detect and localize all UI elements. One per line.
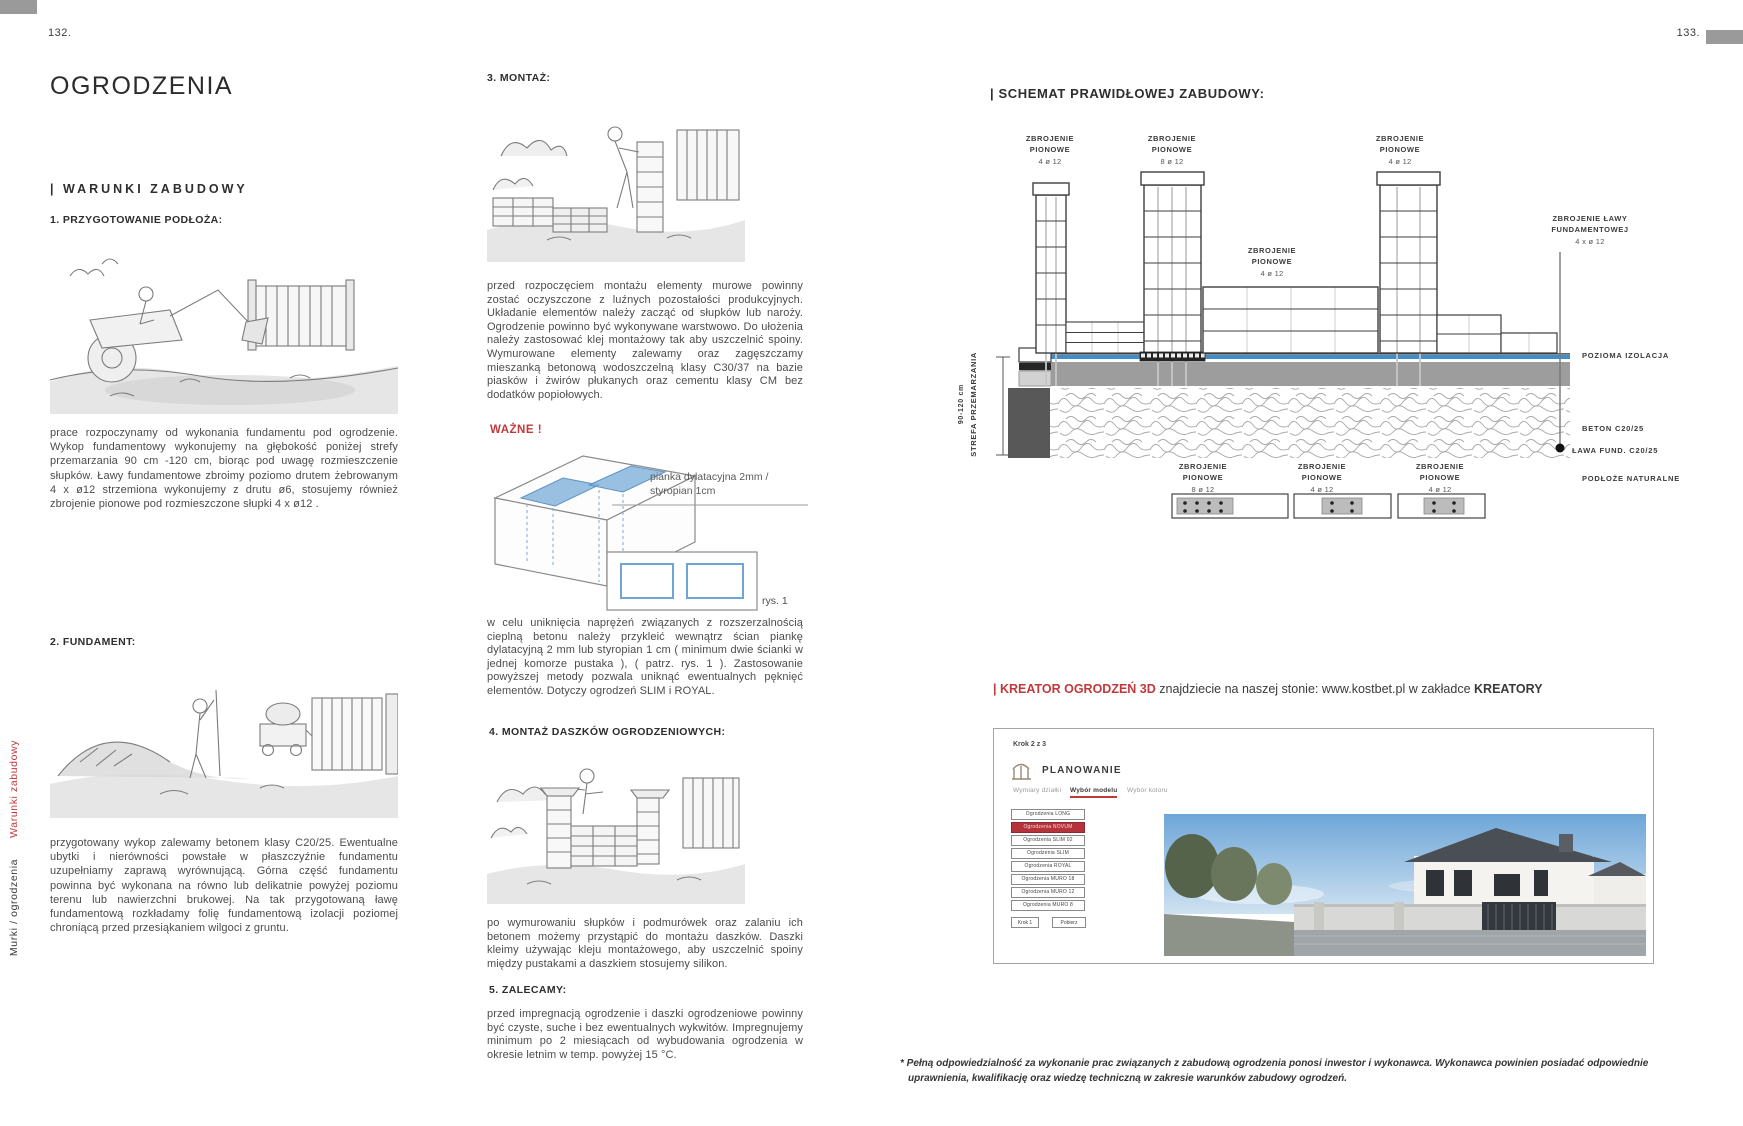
step1-heading: 1. PRZYGOTOWANIE PODŁOŻA: bbox=[50, 214, 223, 226]
kreator-highlight: | KREATOR OGRODZEŃ 3D bbox=[993, 682, 1156, 696]
planner-next-button[interactable]: Pobierz bbox=[1052, 917, 1086, 928]
important-paragraph: w celu uniknięcia naprężeń związanych z rozszerzalnością cieplną betonu należy przykleić wewnątrz ścian piankę dylatacyjną 2 mm lub styropian 1 cm ( minimum dwie ścianki w jednej komorze pustaka ), ( patrz. rys. 1 ). Zastosowanie powyższej metody pozwala uniknąć ewentualnych pęknięć elementów. Dotyczy ogrodzeń SLIM i ROYAL. bbox=[487, 617, 803, 697]
kreator-line bbox=[993, 682, 1543, 696]
step3-paragraph: przed rozpoczęciem montażu elementy murowe powinny zostać oczyszczone z luźnych pozostałości produkcyjnych. Układanie elementów należy zacząć od słupków lub naroży. Ogrodzenie powinno być wykonywane warstwowo. Do ułożenia należy zastosować klej montażowy tak aby uszczelnić spoiny. Wymurowane elementy zalewamy oraz zagęszczamy mieszanką betonową wodoszczelną klasy C30/37 na bazie piasków i żwirów płukanych oraz cementu klasy CM bez dodatków popiołowych. bbox=[487, 280, 803, 401]
dimension-range: 90-120 cm bbox=[958, 383, 965, 425]
house-preview-photo bbox=[1164, 814, 1646, 956]
model-button-muro8[interactable]: Ogrodzenia MURO 8 bbox=[1011, 900, 1085, 911]
model-button-novum[interactable]: Ogrodzenia NOVUM bbox=[1011, 822, 1085, 833]
dimension-zone: STREFA PRZEMARZANIA bbox=[969, 351, 978, 457]
section-header: | WARUNKI ZABUDOWY bbox=[50, 182, 248, 196]
model-button-long[interactable]: Ogrodzenia LONG bbox=[1011, 809, 1085, 820]
model-button-muro12[interactable]: Ogrodzenia MURO 12 bbox=[1011, 887, 1085, 898]
kreator-text1: znajdziecie na naszej stonie: bbox=[1155, 682, 1322, 696]
planner-logo-icon bbox=[1011, 759, 1035, 781]
model-button-slim02[interactable]: Ogrodzenia SLIM 02 bbox=[1011, 835, 1085, 846]
illustration-assembly bbox=[487, 90, 745, 262]
illustration-site-preparation bbox=[50, 232, 398, 414]
spine-tab-black: Murki / ogrodzenia bbox=[8, 858, 20, 957]
step3-heading: 3. MONTAŻ: bbox=[487, 72, 551, 84]
model-button-royal[interactable]: Ogrodzenia ROYAL bbox=[1011, 861, 1085, 872]
right-corner-bar bbox=[1706, 30, 1743, 44]
step4-paragraph: po wymurowaniu słupków i podmurówek oraz zalaniu ich betonem możemy przystąpić do montażu daszków. Daszki kleimy używając kleju montażowego, aby uszczelnić spoiny między pustakami a daszkiem stosujemy silikon. bbox=[487, 917, 803, 970]
kreator-bold: KREATORY bbox=[1474, 682, 1543, 696]
rebar-label-bottom-1: ZBROJENIE PIONOWE 8 ø 12 bbox=[1178, 462, 1228, 494]
rebar-label-bottom-3: ZBROJENIE PIONOWE 4 ø 12 bbox=[1415, 462, 1465, 494]
planner-title: PLANOWANIE bbox=[1042, 765, 1122, 776]
rebar-label-lawa: ZBROJENIE ŁAWY FUNDAMENTOWEJ 4 x ø 12 bbox=[1551, 214, 1629, 246]
footnote-line1: * Pełną odpowiedzialność za wykonanie prac związanych z zabudową ogrodzenia ponosi inwestor i wykonawca. Wykonawca powinien posiadać odpowiednie bbox=[900, 1058, 1649, 1069]
planner-step: Krok 2 z 3 bbox=[1013, 741, 1047, 748]
footnote-line2: uprawnienia, kwalifikację oraz wiedzę techniczną w zakresie warunków zabudowy ogrodzeń. bbox=[908, 1073, 1348, 1084]
page-title: OGRODZENIA bbox=[50, 72, 234, 100]
label-beton: BETON C20/25 bbox=[1582, 424, 1644, 433]
rebar-label-top-1: ZBROJENIE PIONOWE 4 ø 12 bbox=[1025, 134, 1075, 166]
step4-heading: 4. MONTAŻ DASZKÓW OGRODZENIOWYCH: bbox=[489, 726, 726, 738]
planner-tab-wymiary[interactable]: Wymiary działki bbox=[1013, 787, 1062, 794]
model-button-muro18[interactable]: Ogrodzenia MURO 18 bbox=[1011, 874, 1085, 885]
planner-tab-kolor[interactable]: Wybór koloru bbox=[1127, 787, 1168, 794]
rebar-label-mid: ZBROJENIE PIONOWE 4 ø 12 bbox=[1247, 246, 1297, 278]
left-corner-bar bbox=[0, 0, 37, 14]
page-number-left: 132. bbox=[48, 27, 72, 39]
page-number-right: 133. bbox=[1676, 27, 1700, 39]
schema-title: | SCHEMAT PRAWIDŁOWEJ ZABUDOWY: bbox=[990, 86, 1265, 101]
footnote bbox=[900, 1056, 1712, 1086]
planner-tab-model[interactable]: Wybór modelu bbox=[1070, 787, 1117, 798]
rebar-label-top-2: ZBROJENIE PIONOWE 8 ø 12 bbox=[1147, 134, 1197, 166]
label-podloze: PODŁOŻE NATURALNE bbox=[1582, 474, 1681, 483]
model-button-slim[interactable]: Ogrodzenia SLIM bbox=[1011, 848, 1085, 859]
spine-tab-red: Warunki zabudowy bbox=[8, 739, 20, 838]
step2-heading: 2. FUNDAMENT: bbox=[50, 636, 136, 648]
rebar-label-top-3: ZBROJENIE PIONOWE 4 ø 12 bbox=[1375, 134, 1425, 166]
dimension-labels bbox=[958, 348, 978, 460]
step1-paragraph: prace rozpoczynamy od wykonania fundamentu pod ogrodzenie. Wykop fundamentowy wykonujemy na głębokość poniżej strefy przemarzania 90 cm -120 cm, biorąc pod uwagę rozmieszczenie słupków. Ławy fundamentowe zbroimy poziomo drutem żebrowanym 4 x ø12 strzemiona wykonujemy z drutu ø6, stosujemy również zbrojenie pionowe pod rozmieszczone słupki 4 x ø12 . bbox=[50, 427, 398, 511]
step2-paragraph: przygotowany wykop zalewamy betonem klasy C20/25. Ewentualne ubytki i nierówności powstałe w płaszczyźnie fundamentu uzupełniamy zaprawą wyrównującą. Górna część fundamentu powinna być wykonana na równo lub delikatnie powyżej poziomu terenu lub nawierzchni brukowej. Na tak przygotowaną ławę fundamentową rozkładamy folię fundamentową izolacji poziomej chroniącą przed przesiąkaniem wilgoci z gruntu. bbox=[50, 837, 398, 935]
spine-tab bbox=[8, 708, 24, 988]
dilatation-caption bbox=[650, 470, 768, 498]
illustration-caps bbox=[487, 742, 745, 904]
label-pozioma-izolacja: POZIOMA IZOLACJA bbox=[1582, 351, 1670, 360]
figure-label: rys. 1 bbox=[762, 595, 788, 607]
dilatation-caption-line2: styropian 1cm bbox=[650, 485, 716, 497]
kreator-url: www.kostbet.pl bbox=[1321, 682, 1406, 696]
step5-heading: 5. ZALECAMY: bbox=[489, 984, 567, 996]
illustration-foundation bbox=[50, 654, 398, 818]
kreator-text2: w zakładce bbox=[1405, 682, 1475, 696]
planner-screenshot bbox=[993, 728, 1654, 964]
planner-back-button[interactable]: Krok 1 bbox=[1011, 917, 1039, 928]
important-label: WAŻNE ! bbox=[490, 424, 543, 436]
dilatation-caption-line1: pianka dylatacyjna 2mm / bbox=[650, 471, 769, 483]
label-lawa-fund: ŁAWA FUND. C20/25 bbox=[1572, 446, 1659, 455]
rebar-label-bottom-2: ZBROJENIE PIONOWE 4 ø 12 bbox=[1297, 462, 1347, 494]
step5-paragraph: przed impregnacją ogrodzenie i daszki ogrodzeniowe powinny być czyste, suche i bez ewentualnych wykwitów. Impregnujemy minimum po 2 miesiącach od wybudowania ogrodzenia w okresie letnim w temp. powyżej 15 °C. bbox=[487, 1008, 803, 1061]
planner-model-list bbox=[1011, 809, 1085, 911]
